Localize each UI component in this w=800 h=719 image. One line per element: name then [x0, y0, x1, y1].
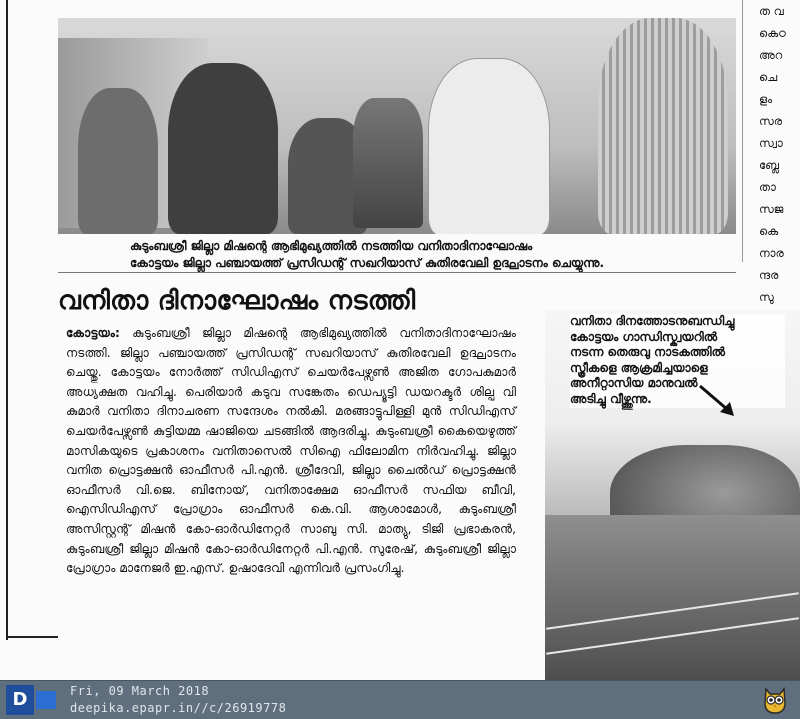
person-figure: [78, 88, 158, 234]
pointer-arrow-icon: [698, 384, 738, 418]
owl-icon[interactable]: [760, 685, 790, 715]
side-column-line: താ: [759, 180, 776, 194]
side-caption-line: കോട്ടയം ഗാന്ധിസ്ക്വയറിൽ: [570, 329, 718, 344]
side-column-line: സ്വാ: [759, 136, 783, 150]
side-caption-line: വനിതാ ദിനത്തോടനുബന്ധിച്ചു: [570, 314, 735, 328]
side-column-line: കെഠ: [759, 26, 786, 40]
side-column-line: അറ: [759, 48, 783, 62]
side-column-line: ചെ: [759, 70, 778, 84]
side-caption-line: അടിച്ചു വീഴ്ത്തുന്നു.: [570, 391, 652, 406]
adjacent-column: [742, 0, 800, 304]
article-body: [66, 324, 516, 579]
side-column-line: സര: [759, 114, 782, 128]
deepika-logo[interactable]: [6, 685, 56, 715]
logo-mark-icon: [36, 691, 56, 709]
oil-lamp: [353, 98, 423, 228]
photo-caption-line: കോട്ടയം ജില്ലാ പഞ്ചായത്ത് പ്രസിഡന്റ് സഖറിയാസ് കുതിരവേലി ഉദ്ഘാടനം ചെയ്യുന്നു.: [130, 256, 605, 270]
side-column-line: ബ്ലേ: [759, 158, 779, 172]
article-dateline: കോട്ടയം:: [66, 326, 120, 340]
edition-date: Fri, 09 March 2018: [70, 684, 210, 698]
side-caption-line: സ്ത്രീകളെ ആക്രമിച്ചയാളെ: [570, 360, 708, 375]
event-photo: [58, 18, 736, 234]
photo-caption: [130, 238, 690, 272]
status-bar: [0, 680, 800, 719]
person-figure: [168, 63, 278, 234]
logo-letter: D: [6, 685, 34, 715]
side-column-line: ന്ദര: [759, 268, 779, 282]
side-caption-line: നടന്ന തെരുവു നാടകത്തിൽ: [570, 345, 725, 360]
side-column-line: കെ: [759, 224, 779, 238]
column-rule: [6, 0, 8, 640]
side-caption-line: അനീറ്റാസിയ മാനുവൽ: [570, 376, 698, 391]
side-column-line: നാര: [759, 246, 784, 260]
side-column-line: സജ: [759, 202, 784, 216]
side-column-line: ളം: [759, 92, 773, 106]
side-photo-caption: [570, 314, 785, 408]
divider: [58, 272, 736, 273]
photo-caption-line: കുടുംബശ്രീ ജില്ലാ മിഷന്റെ ആഭിമുഖ്യത്തിൽ നടത്തിയ വനിതാദിനാഘോഷം: [130, 239, 533, 253]
side-column-line: ത വ: [759, 4, 784, 18]
article-text: കുടുംബശ്രീ ജില്ലാ മിഷന്റെ ആഭിമുഖ്യത്തിൽ വനിതാദിനാഘോഷം നടത്തി. ജില്ലാ പഞ്ചായത്ത് പ്രസിഡന്റ് സഖറിയാസ് കുതിരവേലി ഉദ്ഘാടനം ചെയ്തു. കോട്ടയം നോർത്ത് സിഡിഎസ് ചെയർപേഴ്സൺ അജിത ഗോപകുമാർ അധ്യക്ഷത വഹിച്ചു. പെരിയാർ കടുവ സങ്കേതം ഡെപ്യൂട്ടി ഡയറക്ടർ ശില്പ വി കുമാർ വനിതാ ദിനാചരണ സന്ദേശം നൽകി. മരങ്ങാട്ടുപിള്ളി മുൻ സിഡിഎസ് ചെയർപേഴ്സൺ കുട്ടിയമ്മ ഷാജിയെ ചടങ്ങിൽ ആദരിച്ചു. കുടുംബശ്രീ കൈയെഴുത്ത് മാസികയുടെ പ്രകാശനം വനിതാസെൽ സിഐ ഫിലോമിന നിർവഹിച്ചു. ജില്ലാ വനിത പ്രൊട്ടക്ഷൻ ഓഫീസർ പി.എൻ. ശ്രീദേവി, ജില്ലാ ചൈൽഡ് പ്രൊട്ടക്ഷൻ ഓഫീസർ വി.ജെ. ബിനോയ്, വനിതാക്ഷേമ ഓഫീസർ സഫിയ ബീവി, ഐസിഡിഎസ് പ്രോഗ്രാം ഓഫീസർ കെ.വി. ആശാമോൾ, കുടുംബശ്രീ അസിസ്റ്റന്റ് മിഷൻ കോ-ഓർഡിനേറ്റർ സാബു സി. മാത്യു, ടിജി പ്രഭാകരൻ, കുടുംബശ്രീ ജില്ലാ മിഷൻ കോ-ഓർഡിനേറ്റർ പി.എൻ. സുരേഷ്, കുടുംബശ്രീ ജില്ലാ പ്രോഗ്രാം മാനേജർ ഇ.എസ്. ഉഷാദേവി എന്നിവർ പ്രസംഗിച്ചു.: [66, 326, 516, 576]
article-headline: വനിതാ ദിനാഘോഷം നടത്തി: [58, 286, 416, 316]
person-figure: [598, 18, 728, 234]
side-column-line: സു: [759, 290, 774, 304]
article-url-link[interactable]: deepika.epapr.in//c/26919778: [70, 701, 287, 715]
column-rule-bottom: [6, 636, 58, 638]
person-figure: [428, 58, 550, 234]
